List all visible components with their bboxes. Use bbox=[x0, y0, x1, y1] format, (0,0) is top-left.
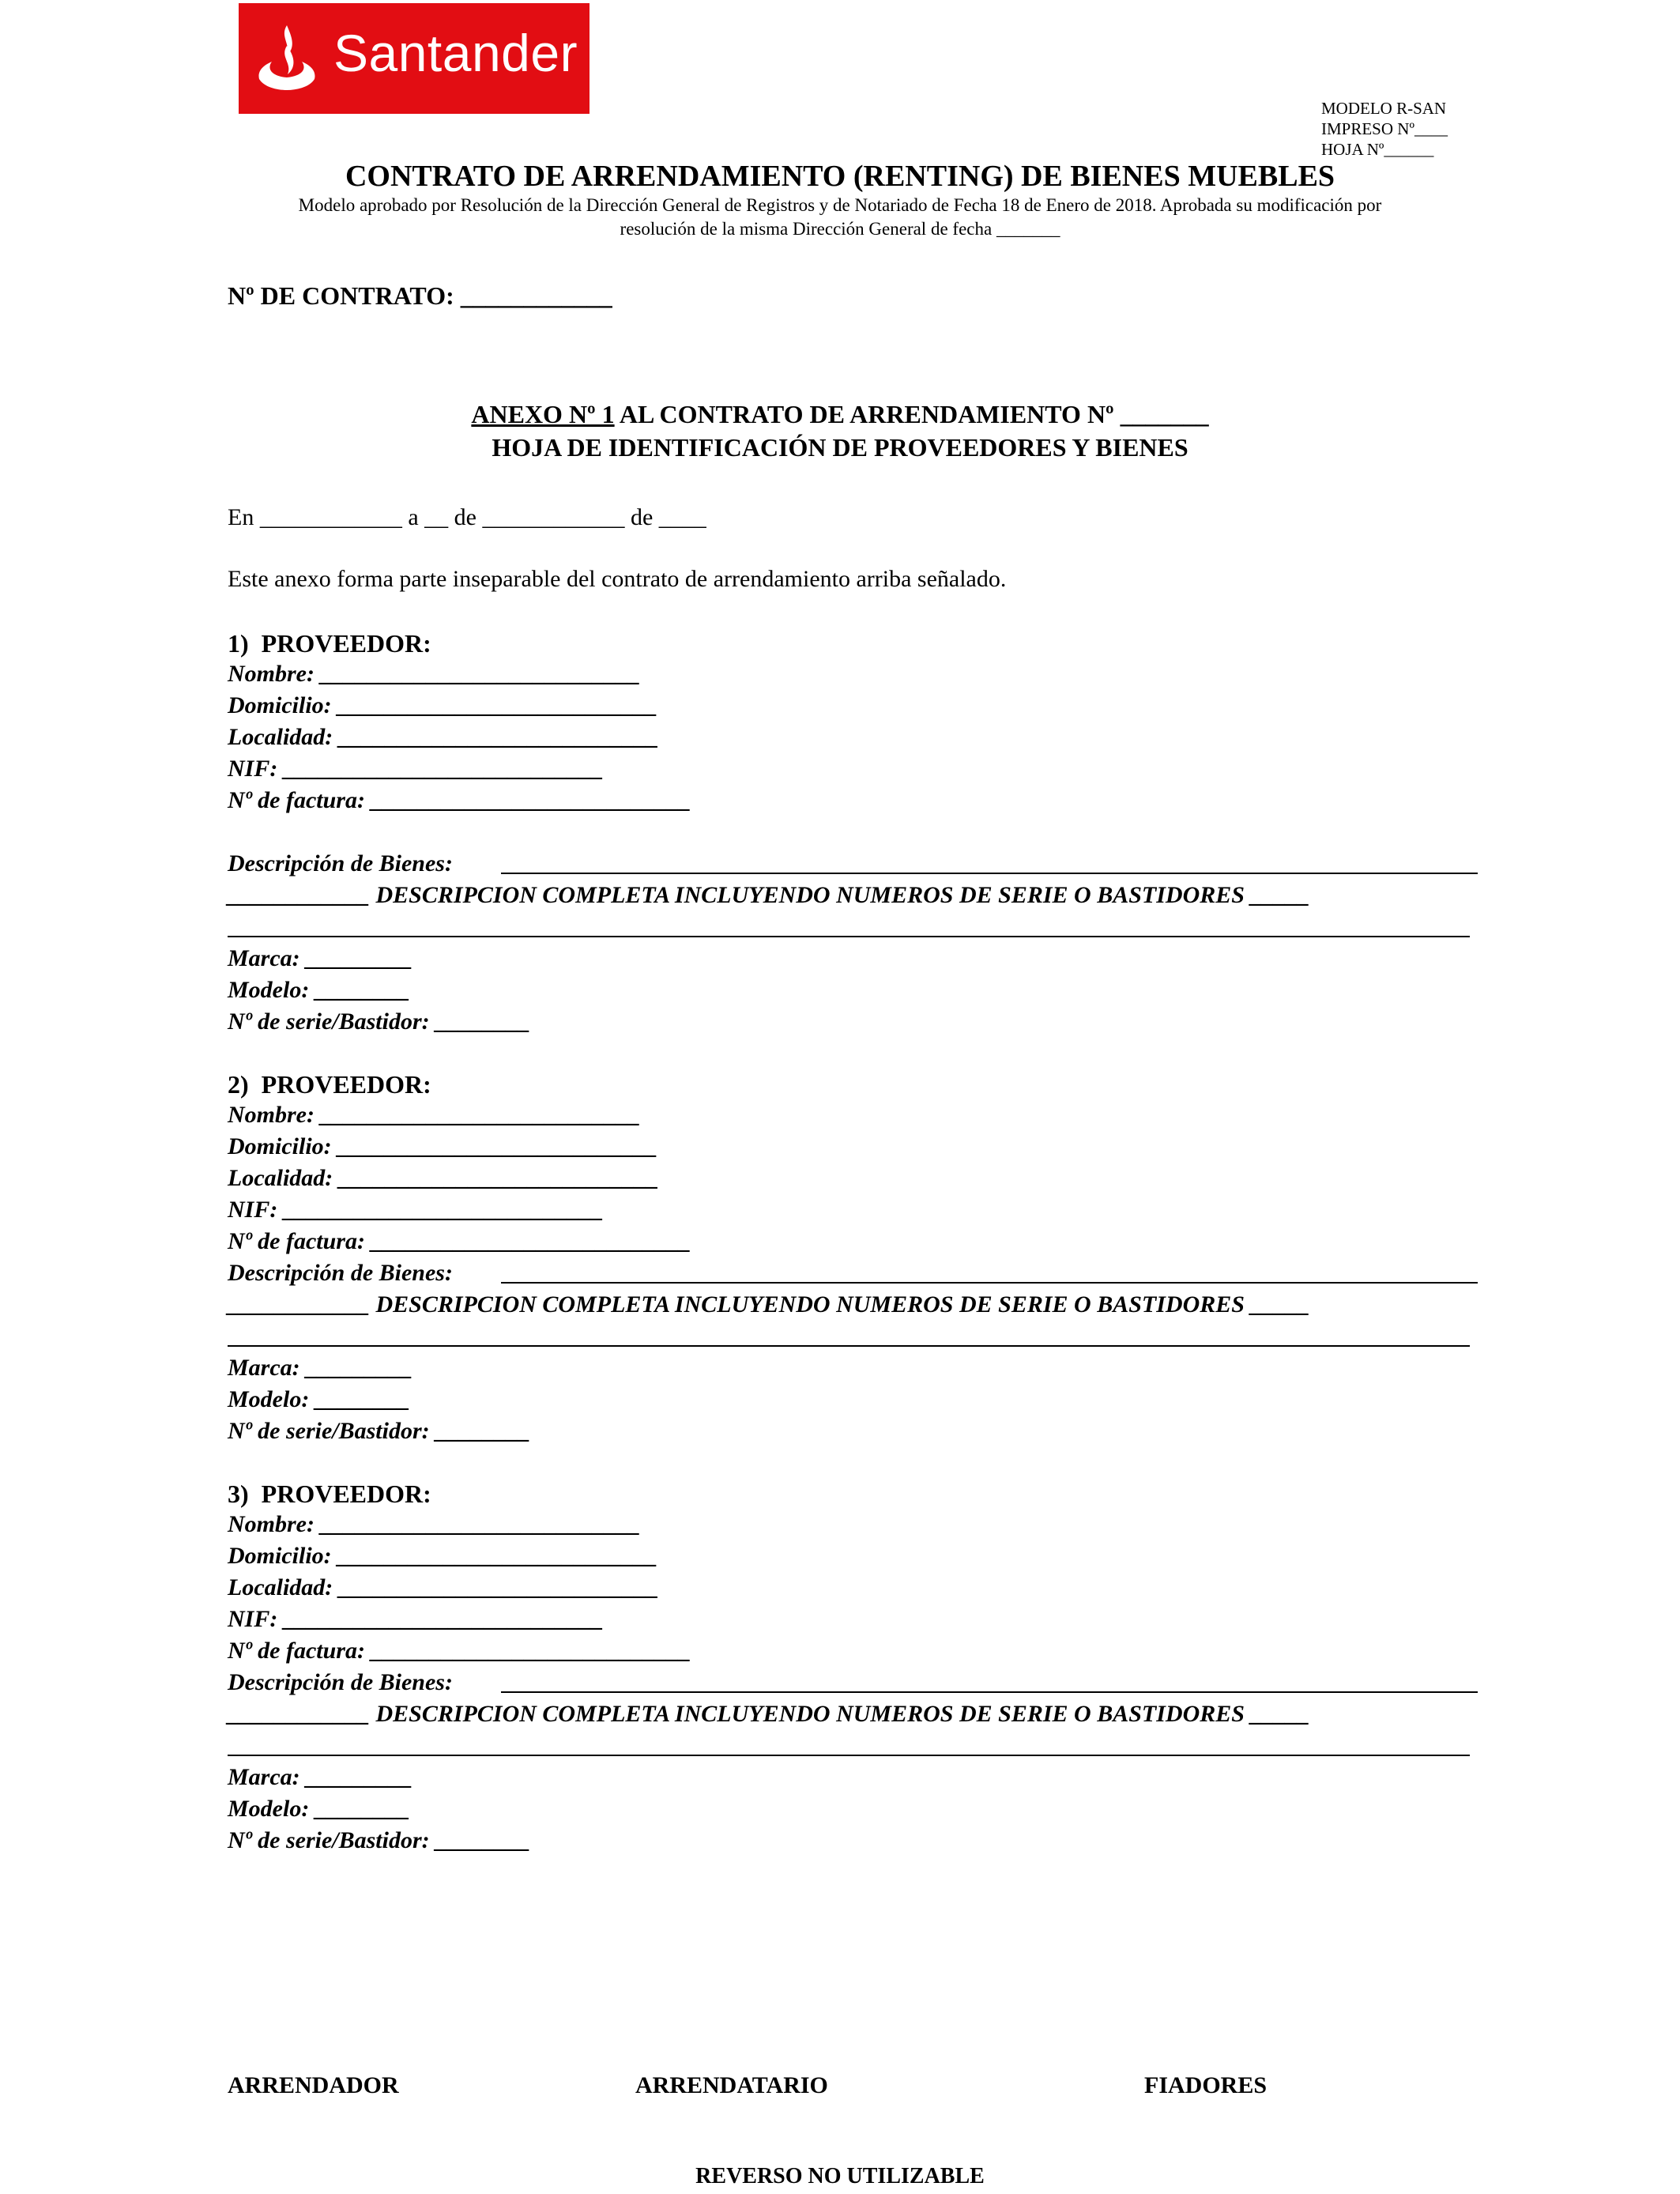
subtitle-line-2: resolución de la misma Dirección General de fecha _______ bbox=[620, 219, 1060, 239]
modelo-field: Modelo: ________ bbox=[228, 1796, 410, 1822]
descripcion-completa: ____________ DESCRIPCION COMPLETA INCLUYENDO NUMEROS DE SERIE O BASTIDORES _____ bbox=[228, 1291, 1310, 1318]
localidad-field: Localidad: ___________________________ bbox=[228, 1165, 659, 1191]
descripcion-label: Descripción de Bienes: bbox=[228, 1669, 453, 1695]
localidad-field: Localidad: ___________________________ bbox=[228, 1574, 659, 1600]
modelo-field: Modelo: ________ bbox=[228, 1386, 410, 1412]
factura-field: Nº de factura: ___________________________ bbox=[228, 1228, 691, 1254]
serie-field: Nº de serie/Bastidor: ________ bbox=[228, 1008, 531, 1035]
intro-text: Este anexo forma parte inseparable del contrato de arrendamiento arriba señalado. bbox=[228, 566, 1007, 592]
impreso-number: IMPRESO Nº____ bbox=[1321, 119, 1448, 138]
descripcion-full-line bbox=[228, 936, 1470, 937]
marca-field: Marca: _________ bbox=[228, 1355, 413, 1381]
nombre-field: Nombre: ___________________________ bbox=[228, 661, 641, 687]
modelo-field: Modelo: ________ bbox=[228, 977, 410, 1003]
descripcion-label: Descripción de Bienes: bbox=[228, 850, 453, 876]
serie-field: Nº de serie/Bastidor: ________ bbox=[228, 1827, 531, 1853]
descripcion-blank-line bbox=[501, 1691, 1478, 1693]
domicilio-field: Domicilio: ___________________________ bbox=[228, 1543, 658, 1569]
document-title: CONTRATO DE ARRENDAMIENTO (RENTING) DE BIENES MUEBLES bbox=[345, 160, 1335, 193]
signature-arrendador: ARRENDADOR bbox=[228, 2072, 399, 2098]
descripcion-blank-line bbox=[501, 873, 1478, 874]
annex-number: ANEXO Nº 1 bbox=[471, 400, 615, 428]
subtitle-line-1: Modelo aprobado por Resolución de la Dirección General de Registros y de Notariado de Fecha 18 de Enero de 2018. Aprobada su modificación por bbox=[298, 195, 1382, 215]
date-line: En ____________ a __ de ____________ de ____ bbox=[228, 504, 706, 530]
descripcion-full-line bbox=[228, 1345, 1470, 1347]
marca-field: Marca: _________ bbox=[228, 1764, 413, 1790]
descripcion-label: Descripción de Bienes: bbox=[228, 1260, 453, 1286]
descripcion-completa: ____________ DESCRIPCION COMPLETA INCLUYENDO NUMEROS DE SERIE O BASTIDORES _____ bbox=[228, 1701, 1310, 1727]
nombre-field: Nombre: ___________________________ bbox=[228, 1511, 641, 1537]
reverso-footer: REVERSO NO UTILIZABLE bbox=[695, 2164, 985, 2188]
serie-field: Nº de serie/Bastidor: ________ bbox=[228, 1418, 531, 1444]
nif-field: NIF: ___________________________ bbox=[228, 756, 604, 782]
provider-heading: 2) PROVEEDOR: bbox=[228, 1070, 431, 1099]
annex-subheading: HOJA DE IDENTIFICACIÓN DE PROVEEDORES Y BIENES bbox=[492, 433, 1188, 462]
provider-heading: 3) PROVEEDOR: bbox=[228, 1480, 431, 1508]
marca-field: Marca: _________ bbox=[228, 945, 413, 971]
descripcion-completa: ____________ DESCRIPCION COMPLETA INCLUYENDO NUMEROS DE SERIE O BASTIDORES _____ bbox=[228, 882, 1310, 908]
annex-heading bbox=[0, 401, 1680, 427]
model-code: MODELO R-SAN bbox=[1321, 99, 1447, 118]
nif-field: NIF: ___________________________ bbox=[228, 1606, 604, 1632]
annex-contract-ref: AL CONTRATO DE ARRENDAMIENTO Nº _______ bbox=[614, 400, 1209, 428]
domicilio-field: Domicilio: ___________________________ bbox=[228, 692, 658, 718]
factura-field: Nº de factura: ___________________________ bbox=[228, 787, 691, 813]
factura-field: Nº de factura: ___________________________ bbox=[228, 1638, 691, 1664]
santander-flame-icon bbox=[256, 24, 318, 92]
brand-name: Santander bbox=[333, 24, 578, 82]
localidad-field: Localidad: ___________________________ bbox=[228, 724, 659, 750]
signature-fiadores: FIADORES bbox=[1144, 2072, 1268, 2098]
hoja-number: HOJA Nº______ bbox=[1321, 140, 1434, 159]
santander-logo bbox=[239, 3, 590, 114]
provider-heading: 1) PROVEEDOR: bbox=[228, 629, 431, 658]
descripcion-full-line bbox=[228, 1755, 1470, 1756]
domicilio-field: Domicilio: ___________________________ bbox=[228, 1133, 658, 1159]
signature-arrendatario: ARRENDATARIO bbox=[635, 2072, 828, 2098]
nif-field: NIF: ___________________________ bbox=[228, 1197, 604, 1223]
descripcion-blank-line bbox=[501, 1282, 1478, 1284]
nombre-field: Nombre: ___________________________ bbox=[228, 1102, 641, 1128]
contract-number: Nº DE CONTRATO: ____________ bbox=[228, 281, 612, 310]
